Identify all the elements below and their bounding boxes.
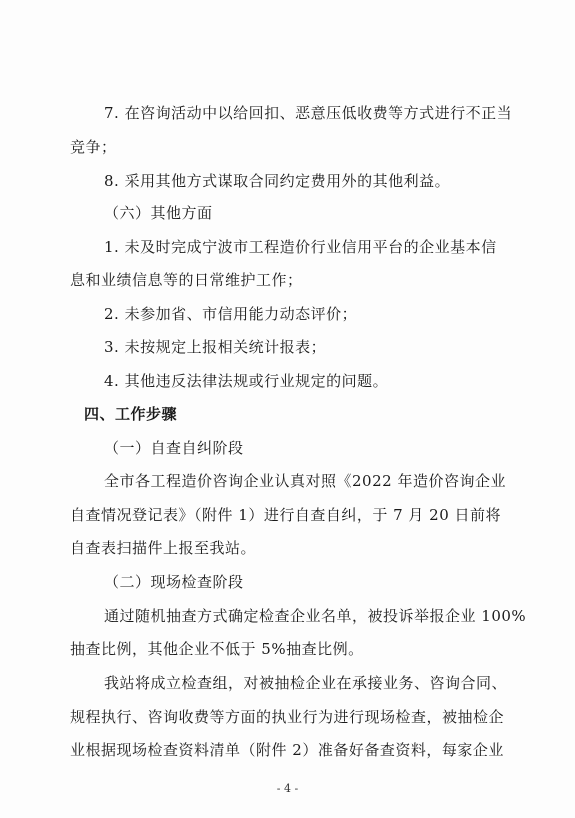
paragraph-line: 息和业绩信息等的日常维护工作；	[70, 271, 303, 289]
section-heading: 四、工作步骤	[84, 405, 178, 423]
paragraph-line: 8. 采用其他方式谋取合同约定费用外的其他利益。	[104, 172, 451, 190]
page-number: - 4 -	[276, 782, 299, 795]
paragraph-line: 4. 其他违反法律法规或行业规定的问题。	[104, 372, 389, 390]
paragraph-line: 抽查比例，其他企业不低于 5%抽查比例。	[70, 640, 364, 658]
paragraph-line: 我站将成立检查组，对被抽检企业在承接业务、咨询合同、	[104, 674, 508, 692]
subsection-heading: （一）自查自纠阶段	[104, 439, 244, 457]
paragraph-line: 2. 未参加省、市信用能力动态评价；	[104, 305, 358, 323]
subsection-heading: （二）现场检查阶段	[104, 573, 244, 591]
paragraph-line: 自查情况登记表》（附件 1）进行自查自纠，于 7 月 20 日前将	[70, 506, 502, 524]
paragraph-line: 7. 在咨询活动中以给回扣、恶意压低收费等方式进行不正当	[104, 104, 513, 122]
paragraph-line: 竞争；	[70, 138, 117, 156]
paragraph-line: 通过随机抽查方式确定检查企业名单，被投诉举报企业 100%	[104, 607, 527, 625]
paragraph-line: 1. 未及时完成宁波市工程造价行业信用平台的企业基本信	[104, 238, 497, 256]
paragraph-line: 3. 未按规定上报相关统计报表；	[104, 338, 327, 356]
paragraph-line: 全市各工程造价咨询企业认真对照《2022 年造价咨询企业	[104, 472, 506, 490]
subsection-heading: （六）其他方面	[104, 204, 213, 222]
paragraph-line: 业根据现场检查资料清单（附件 2）准备好备查资料，每家企业	[70, 741, 504, 759]
paragraph-line: 自查表扫描件上报至我站。	[70, 539, 257, 557]
paragraph-line: 规程执行、咨询收费等方面的执业行为进行现场检查，被抽检企	[70, 708, 505, 726]
